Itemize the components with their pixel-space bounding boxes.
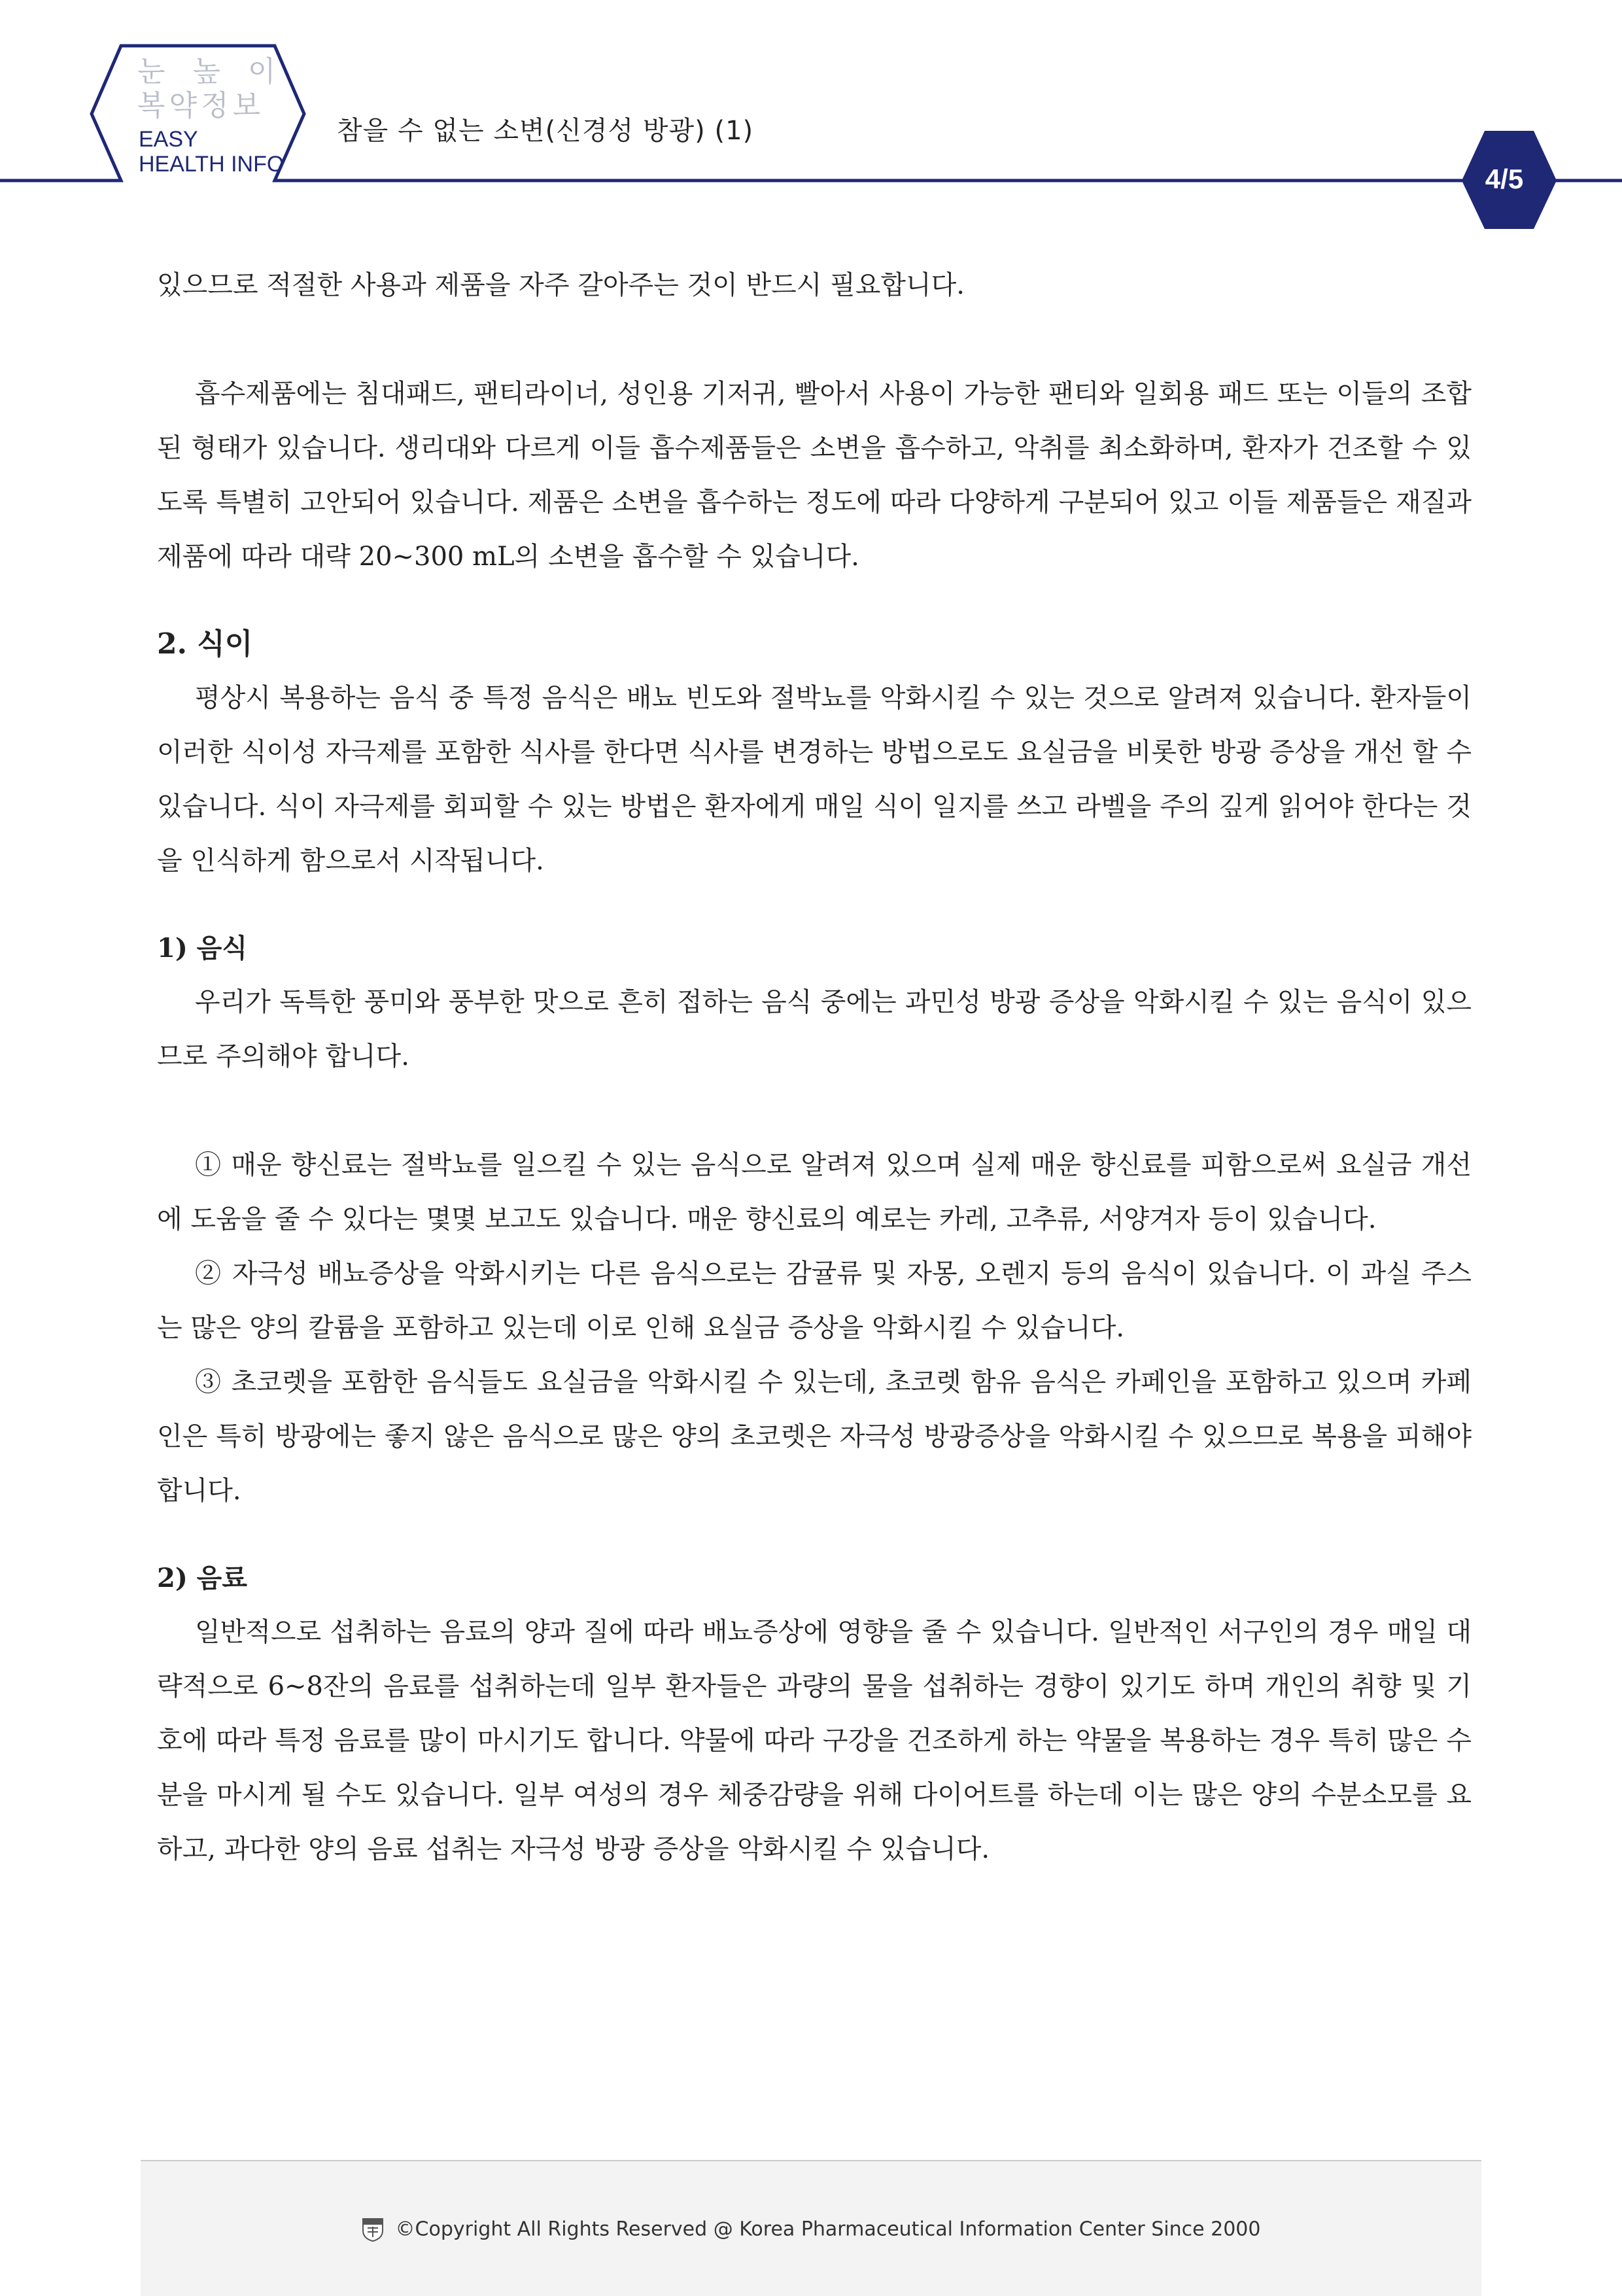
spacer (157, 313, 1472, 367)
shield-icon (362, 2218, 384, 2242)
copyright-text: ©Copyright All Rights Reserved @ Korea Pharmaceutical Information Center Since 2000 (395, 2218, 1261, 2241)
subsection-heading-food: 1) 음식 (157, 933, 247, 964)
paragraph-food: 우리가 독특한 풍미와 풍부한 맛으로 흔히 접하는 음식 중에는 과민성 방광 증상을 악화시킬 수 있는 음식이 있으므로 주의해야 합니다. (157, 987, 1472, 1071)
subsection-heading-drinks: 2) 음료 (157, 1563, 247, 1593)
spacer (157, 888, 1472, 921)
paragraph-absorbent-products: 흡수제품에는 침대패드, 팬티라이너, 성인용 기저귀, 빨아서 사용이 가능한 팬티와 일회용 패드 또는 이들의 조합된 형태가 있습니다. 생리대와 다르게 이들 흡수제품들은 소변을 흡수하고, 악취를 최소화하며, 환자가 건조할 수 있도록 특별히 고안되어 있습니다. 제품은 소변을 흡수하는 정도에 따라 다양하게 구분되어 있고 이들 제품들은 재질과 제품에 따라 대략 20~300 mL의 소변을 흡수할 수 있습니다. (157, 379, 1472, 572)
spacer (157, 584, 1472, 617)
list-item-citrus: ② 자극성 배뇨증상을 악화시키는 다른 음식으로는 감귤류 및 자몽, 오렌지 등의 음식이 있습니다. 이 과실 주스는 많은 양의 칼륨을 포함하고 있는데 이로 인해 요실금 증상을 악화시킬 수 있습니다. (157, 1259, 1472, 1343)
document-title: 참을 수 없는 소변(신경성 방광) (1) (337, 116, 754, 146)
logo-korean-line1: 눈 높 이 (137, 55, 285, 88)
spacer (157, 1084, 1472, 1138)
list-item-spices: ① 매운 향신료는 절박뇨를 일으킬 수 있는 음식으로 알려져 있으며 실제 매운 향신료를 피함으로써 요실금 개선에 도움을 줄 수 있다는 몇몇 보고도 있습니다. 매운 향신료의 예로는 카레, 고추류, 서양겨자 등이 있습니다. (157, 1150, 1472, 1234)
logo-english-line2: HEALTH INFO (139, 152, 285, 177)
page-header (0, 0, 1622, 235)
spacer (157, 1518, 1472, 1551)
paragraph-continuation: 있으므로 적절한 사용과 제품을 자주 갈아주는 것이 반드시 필요합니다. (157, 270, 965, 300)
paragraph-diet: 평상시 복용하는 음식 중 특정 음식은 배뇨 빈도와 절박뇨를 악화시킬 수 있는 것으로 알려져 있습니다. 환자들이 이러한 식이성 자극제를 포함한 식사를 한다면 식사를 변경하는 방법으로도 요실금을 비롯한 방광 증상을 개선 할 수 있습니다. 식이 자극제를 회피할 수 있는 방법은 환자에게 매일 식이 일지를 쓰고 라벨을 주의 깊게 읽어야 한다는 것을 인식하게 함으로서 시작됩니다. (157, 683, 1472, 876)
footer-line (141, 2218, 1481, 2242)
section-heading-diet: 2. 식이 (157, 627, 253, 661)
document-body (157, 258, 1472, 1877)
logo-korean-line2: 복약정보 (137, 89, 265, 122)
page-footer (141, 2160, 1481, 2296)
list-item-chocolate: ③ 초코렛을 포함한 음식들도 요실금을 악화시킬 수 있는데, 초코렛 함유 음식은 카페인을 포함하고 있으며 카페인은 특히 방광에는 좋지 않은 음식으로 많은 양의 초코렛은 자극성 방광증상을 악화시킬 수 있으므로 복용을 피해야 합니다. (157, 1367, 1472, 1506)
paragraph-drinks: 일반적으로 섭취하는 음료의 양과 질에 따라 배뇨증상에 영향을 줄 수 있습니다. 일반적인 서구인의 경우 매일 대략적으로 6~8잔의 음료를 섭취하는데 일부 환자들은 과량의 물을 섭취하는 경향이 있기도 하며 개인의 취향 및 기호에 따라 특정 음료를 많이 마시기도 합니다. 약물에 따라 구강을 건조하게 하는 약물을 복용하는 경우 특히 많은 수분을 마시게 될 수도 있습니다. 일부 여성의 경우 체중감량을 위해 다이어트를 하는데 이는 많은 양의 수분소모를 요하고, 과다한 양의 음료 섭취는 자극성 방광 증상을 악화시킬 수 있습니다. (157, 1617, 1472, 1864)
logo-english-line1: EASY (139, 127, 198, 152)
page-number: 4/5 (1485, 164, 1524, 194)
